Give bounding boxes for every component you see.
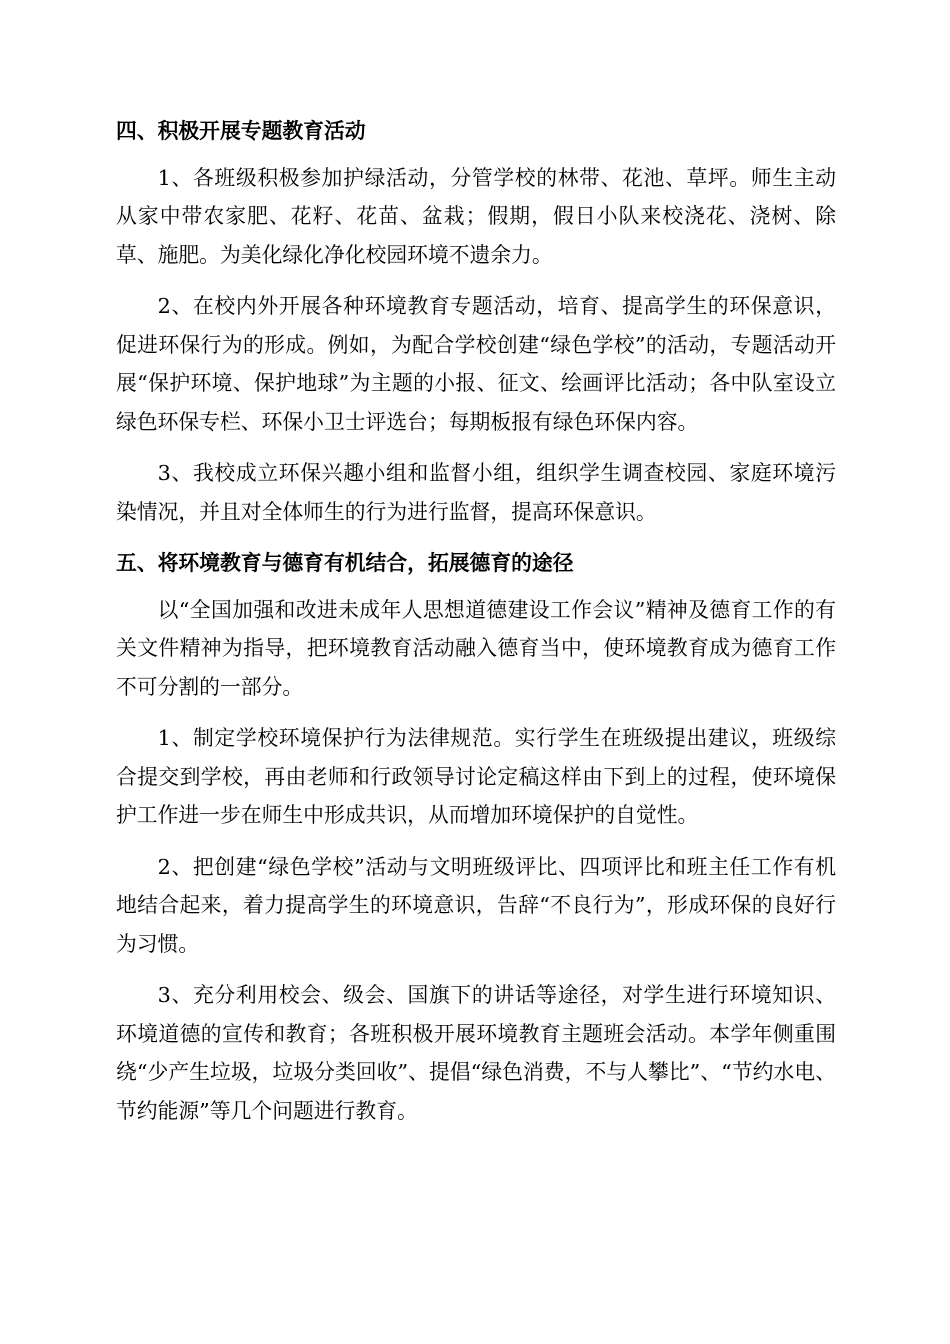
section-5-item-2: 2、把创建“绿色学校”活动与文明班级评比、四项评比和班主任工作有机地结合起来，着力提高学生的环境意识，告辞“不良行为”，形成环保的良好行为习惯。 [116, 854, 836, 956]
section-4-item-2: 2、在校内外开展各种环境教育专题活动，培育、提高学生的环保意识，促进环保行为的形成。例如，为配合学校创建“绿色学校”的活动，专题活动开展“保护环境、保护地球”为主题的小报、征文、绘画评比活动；各中队室设立绿色环保专栏、环保小卫士评选台；每期板报有绿色环保内容。 [116, 294, 836, 434]
document-body [116, 112, 836, 1130]
section-5-heading: 五、将环境教育与德育有机结合，拓展德育的途径 [116, 550, 574, 575]
section-5-item-1: 1、制定学校环境保护行为法律规范。实行学生在班级提出建议，班级综合提交到学校，再由老师和行政领导讨论定稿这样由下到上的过程，使环境保护工作进一步在师生中形成共识，从而增加环境保护的自觉性。 [116, 726, 836, 827]
section-5-item-3: 3、充分利用校会、级会、国旗下的讲话等途径，对学生进行环境知识、环境道德的宣传和教育；各班积极开展环境教育主题班会活动。本学年侧重围绕“少产生垃圾，垃圾分类回收”、提倡“绿色消费，不与人攀比”、“节约水电、节约能源”等几个问题进行教育。 [116, 983, 836, 1123]
section-4-heading: 四、积极开展专题教育活动 [116, 118, 366, 143]
section-4-item-1: 1、各班级积极参加护绿活动，分管学校的林带、花池、草坪。师生主动从家中带农家肥、花籽、花苗、盆栽；假期，假日小队来校浇花、浇树、除草、施肥。为美化绿化净化校园环境不遗余力。 [116, 165, 836, 267]
section-5-intro: 以“全国加强和改进未成年人思想道德建设工作会议”精神及德育工作的有关文件精神为指导，把环境教育活动融入德育当中，使环境教育成为德育工作不可分割的一部分。 [116, 597, 836, 699]
section-4-item-3: 3、我校成立环保兴趣小组和监督小组，组织学生调查校园、家庭环境污染情况，并且对全体师生的行为进行监督，提高环保意识。 [116, 461, 836, 524]
